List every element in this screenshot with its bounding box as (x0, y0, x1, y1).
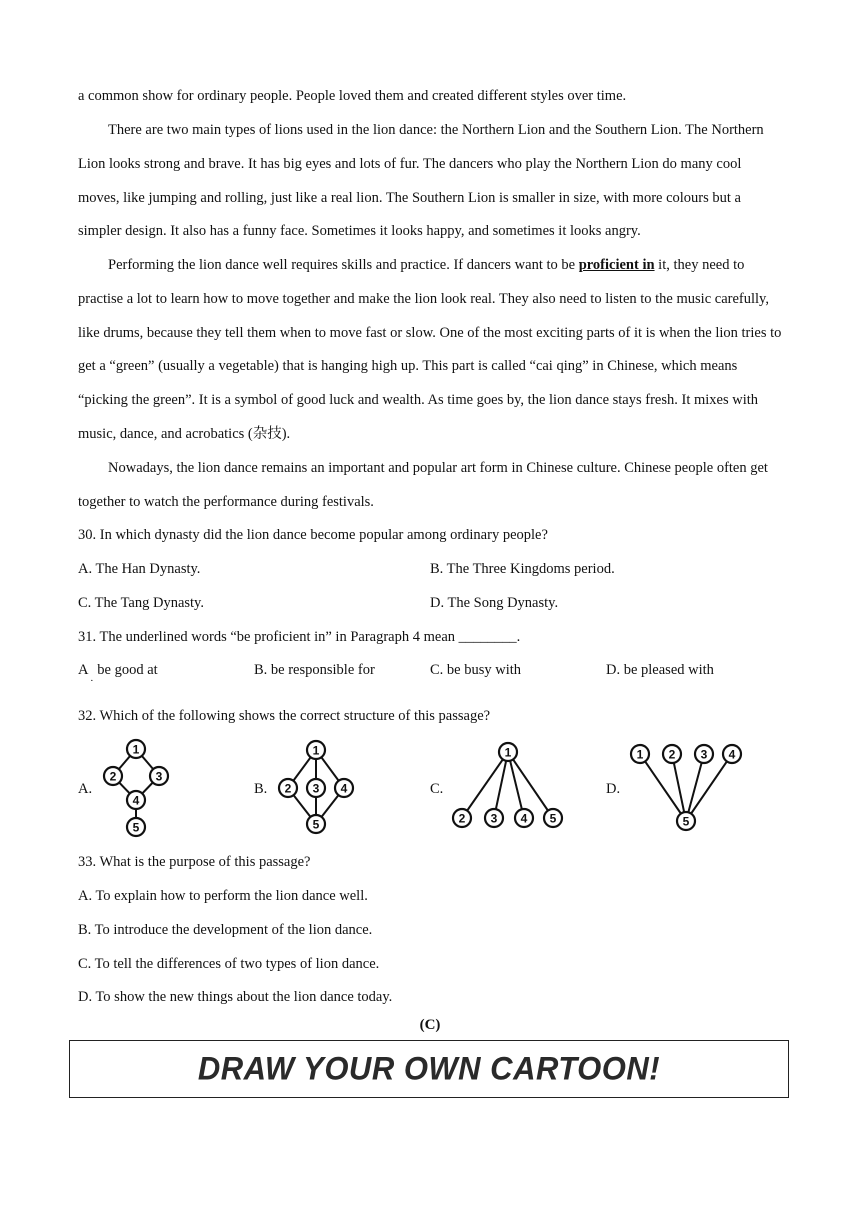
diagram-node-3 (307, 779, 325, 797)
question-32-option-c[interactable]: C. (430, 781, 444, 797)
svg-text:5: 5 (549, 811, 557, 826)
question-30-option-a[interactable]: A. The Han Dynasty. (78, 561, 201, 577)
diagram-node-5 (544, 809, 562, 827)
svg-text:2: 2 (668, 747, 676, 762)
question-30-option-d[interactable]: D. The Song Dynasty. (430, 595, 559, 611)
svg-text:1: 1 (312, 743, 320, 758)
structure-diagram-a (96, 736, 176, 840)
svg-text:3: 3 (312, 781, 320, 796)
diagram-node-5 (307, 815, 325, 833)
question-33-option-c[interactable]: C. To tell the differences of two types of lion dance. (78, 956, 380, 972)
paragraph-text: a common show for ordinary people. People loved them and created different styles over time. (78, 88, 627, 104)
diagram-node-4 (723, 745, 741, 763)
diagram-node-5 (127, 818, 145, 836)
option-letter: A (78, 662, 88, 678)
svg-text:3: 3 (490, 811, 498, 826)
svg-text:4: 4 (340, 781, 348, 796)
diagram-node-2 (104, 767, 122, 785)
svg-text:1: 1 (132, 742, 140, 757)
diagram-node-4 (127, 791, 145, 809)
question-31-option-a[interactable] (78, 662, 158, 687)
passage-paragraph-1-tail (78, 80, 782, 114)
svg-text:2: 2 (284, 781, 292, 796)
question-33-option-b[interactable]: B. To introduce the development of the lion dance. (78, 922, 373, 938)
svg-text:4: 4 (132, 793, 140, 808)
svg-text:2: 2 (109, 769, 117, 784)
stray-dot: · (90, 675, 94, 687)
question-31-stem: 31. The underlined words “be proficient in” in Paragraph 4 mean ________. (78, 629, 521, 645)
svg-text:2: 2 (458, 811, 466, 826)
diagram-node-4 (515, 809, 533, 827)
diagram-node-5 (677, 812, 695, 830)
svg-text:3: 3 (700, 747, 708, 762)
diagram-node-2 (453, 809, 471, 827)
underlined-phrase: proficient in (578, 257, 655, 273)
structure-diagram-d (624, 736, 748, 836)
passage-paragraph-2 (78, 114, 782, 249)
structure-diagram-c (448, 736, 570, 836)
question-32-option-d[interactable]: D. (606, 781, 621, 797)
question-30-option-c[interactable]: C. The Tang Dynasty. (78, 595, 204, 611)
question-33-stem: 33. What is the purpose of this passage? (78, 854, 311, 870)
paragraph-text: Performing the lion dance well requires skills and practice. If dancers want to be (108, 257, 579, 273)
svg-text:4: 4 (520, 811, 528, 826)
cartoon-banner (69, 1040, 789, 1098)
diagram-edge (508, 752, 524, 818)
svg-text:4: 4 (728, 747, 736, 762)
diagram-edge (686, 754, 732, 821)
passage-paragraph-4 (78, 452, 782, 520)
diagram-edge (508, 752, 553, 818)
question-33-option-d[interactable]: D. To show the new things about the lion dance today. (78, 989, 393, 1005)
diagram-node-2 (663, 745, 681, 763)
diagram-node-1 (499, 743, 517, 761)
svg-text:1: 1 (636, 747, 644, 762)
diagram-node-4 (335, 779, 353, 797)
structure-diagram-b (270, 736, 366, 840)
question-32-option-b[interactable]: B. (254, 781, 268, 797)
question-31-option-b[interactable]: B. be responsible for (254, 662, 375, 678)
option-text: be good at (97, 662, 158, 678)
diagram-node-3 (695, 745, 713, 763)
question-30-stem: 30. In which dynasty did the lion dance become popular among ordinary people? (78, 527, 548, 543)
svg-text:5: 5 (132, 820, 140, 835)
paragraph-text: There are two main types of lions used in the lion dance: the Northern Lion and the Southern Lion. The Northern Lion looks strong and brave. It has big eyes and lots of fur. The dancers who play the Northern Lion do many cool moves, like jumping and rolling, just like a real lion. The Southern Lion is smaller in size, with more colours but a simpler design. It also has a funny face. Sometimes it looks happy, and sometimes it looks angry. (78, 122, 764, 240)
diagram-node-2 (279, 779, 297, 797)
paragraph-text: Nowadays, the lion dance remains an important and popular art form in Chinese culture. Chinese people often get together to watch the performance during festivals. (78, 460, 768, 510)
question-31-option-c[interactable]: C. be busy with (430, 662, 522, 678)
question-33-option-a[interactable]: A. To explain how to perform the lion dance well. (78, 888, 368, 904)
question-31-option-d[interactable]: D. be pleased with (606, 662, 714, 678)
banner-title: DRAW YOUR OWN CARTOON! (197, 1050, 661, 1087)
svg-text:5: 5 (312, 817, 320, 832)
diagram-node-1 (307, 741, 325, 759)
svg-text:5: 5 (682, 814, 690, 829)
diagram-node-3 (150, 767, 168, 785)
svg-text:3: 3 (155, 769, 163, 784)
paragraph-text: it, they need to practise a lot to learn how to move together and make the lion look real. They also need to listen to the music carefully, like drums, because they tell them when to move fast or slow. One of the most exciting parts of it is when the lion tries to get a “green” (usually a vegetable) that is hanging high up. This part is called “cai qing” in Chinese, which means “picking the green”. It is a symbol of good luck and wealth. As time goes by, the lion dance stays fresh. It mixes with music, dance, and acrobatics (杂技). (78, 257, 782, 442)
question-32-option-a[interactable]: A. (78, 781, 93, 797)
diagram-node-3 (485, 809, 503, 827)
diagram-edge (686, 754, 704, 821)
question-32-stem: 32. Which of the following shows the correct structure of this passage? (78, 708, 491, 724)
passage-paragraph-3 (78, 249, 782, 452)
diagram-node-1 (127, 740, 145, 758)
svg-text:1: 1 (504, 745, 512, 760)
section-heading: (C) (419, 1017, 441, 1033)
question-30-option-b[interactable]: B. The Three Kingdoms period. (430, 561, 615, 577)
diagram-node-1 (631, 745, 649, 763)
